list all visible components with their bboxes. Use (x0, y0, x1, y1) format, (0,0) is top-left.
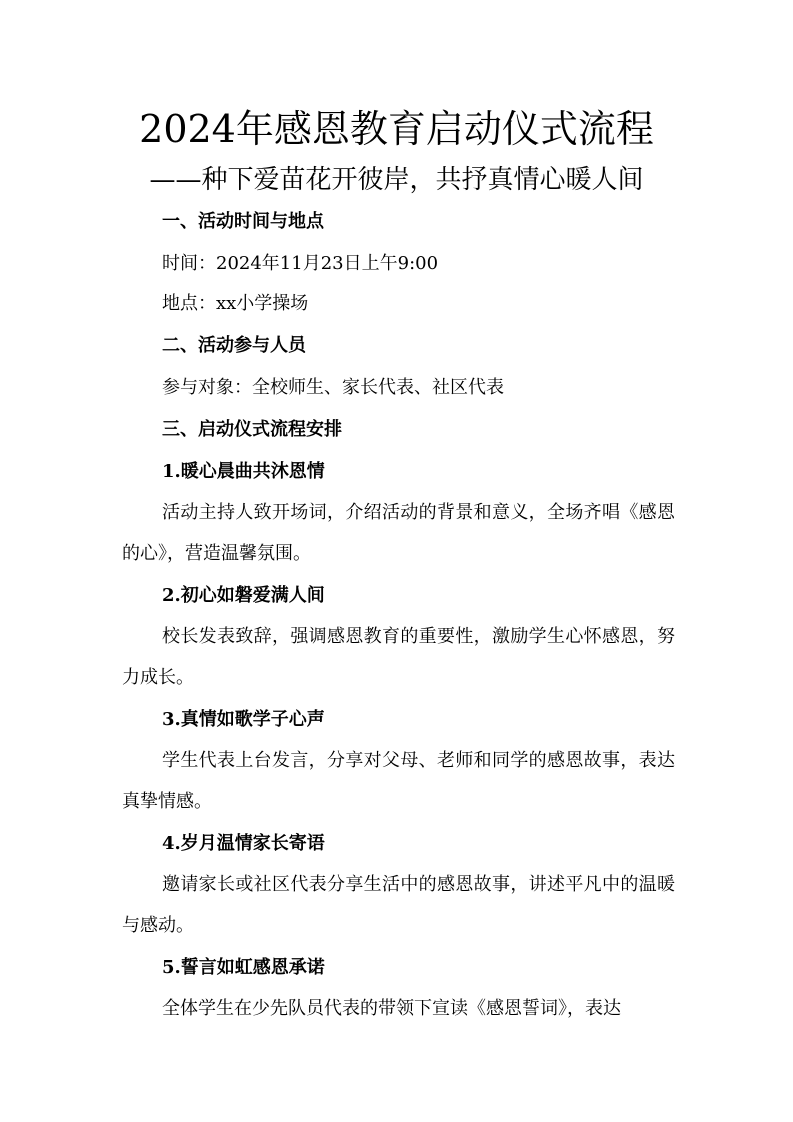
step-title: 4.岁月温情家长寄语 (162, 833, 325, 854)
event-place: 地点：xx小学操场 (162, 293, 309, 314)
event-time: 时间：2024年11月23日上午9:00 (162, 253, 439, 274)
step-description: 全体学生在少先队员代表的带领下宣读《感恩誓词》，表达 (162, 998, 621, 1019)
step-description: 学生代表上台发言，分享对父母、老师和同学的感恩故事，表达真挚情感。 (122, 750, 675, 812)
step-title: 5.誓言如虹感恩承诺 (162, 957, 325, 978)
section-heading-participants: 二、活动参与人员 (162, 335, 306, 356)
page-title: 2024年感恩教育启动仪式流程 (139, 107, 654, 151)
section-heading-process: 三、启动仪式流程安排 (162, 419, 342, 440)
step-title: 2.初心如磐爱满人间 (162, 585, 325, 606)
step-title: 1.暖心晨曲共沐恩情 (162, 461, 325, 482)
participants-text: 参与对象：全校师生、家长代表、社区代表 (162, 377, 504, 398)
section-heading-time-place: 一、活动时间与地点 (162, 211, 324, 232)
step-description: 活动主持人致开场词，介绍活动的背景和意义，全场齐唱《感恩的心》，营造温馨氛围。 (122, 502, 675, 564)
step-description: 邀请家长或社区代表分享生活中的感恩故事，讲述平凡中的温暖与感动。 (122, 874, 675, 936)
step-title: 3.真情如歌学子心声 (162, 709, 325, 730)
page-subtitle: ——种下爱苗花开彼岸，共抒真情心暖人间 (149, 165, 644, 195)
step-description: 校长发表致辞，强调感恩教育的重要性，激励学生心怀感恩，努力成长。 (122, 626, 675, 688)
